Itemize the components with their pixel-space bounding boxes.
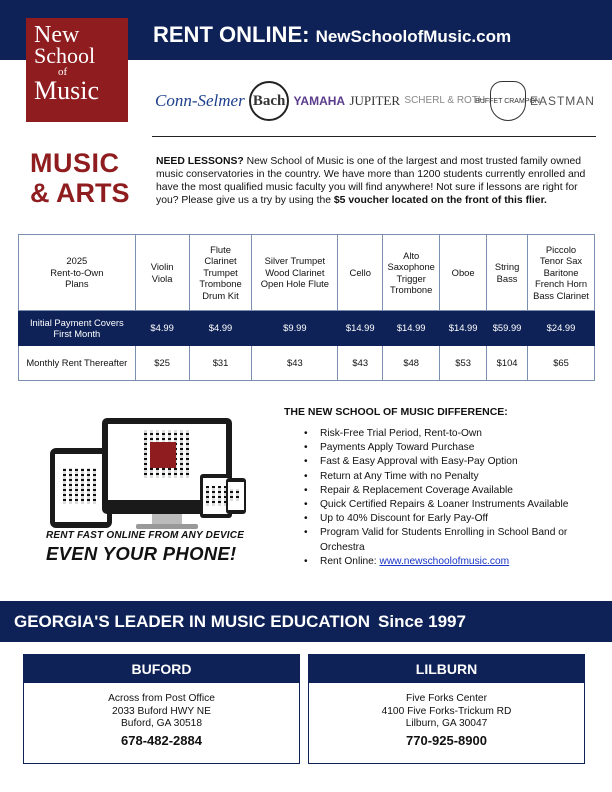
header-cell-alto-sax: Alto Saxophone Trigger Trombone	[383, 235, 440, 311]
table-cell: $25	[135, 346, 189, 381]
table-cell: $65	[528, 346, 595, 381]
logo-line-2: School	[34, 43, 96, 68]
location-line: Across from Post Office	[108, 693, 215, 704]
phone-icon	[226, 478, 246, 514]
music-arts-line-1: MUSIC	[30, 148, 120, 178]
header-cell-plans: 2025 Rent-to-Own Plans	[19, 235, 136, 311]
header-cell-string-bass: String Bass	[487, 235, 528, 311]
bach-logo: Bach	[249, 81, 289, 121]
location-city: Buford, GA 30518	[121, 718, 202, 730]
rent-fast-line: RENT FAST ONLINE FROM ANY DEVICE	[46, 530, 245, 541]
table-cell: $43	[252, 346, 338, 381]
divider-line	[152, 136, 596, 137]
music-and-arts-logo	[30, 148, 130, 208]
location-city: Lilburn, GA 30047	[405, 718, 488, 730]
georgia-leader-banner	[0, 601, 612, 642]
rent-to-own-table	[18, 234, 595, 381]
yamaha-logo: YAMAHA	[293, 94, 346, 108]
lessons-paragraph	[156, 156, 594, 208]
header-cell-violin: Violin Viola	[135, 235, 189, 311]
monitor-base	[136, 524, 198, 529]
table-cell: $9.99	[252, 311, 338, 346]
jupiter-logo: JUPITER	[349, 93, 401, 108]
list-item-rent-online: • Rent Online: www.newschoolofmusic.com	[284, 555, 604, 569]
rent-fast-promo	[46, 530, 246, 565]
header-cell-silver-trumpet: Silver Trumpet Wood Clarinet Open Hole Flute	[252, 235, 338, 311]
difference-section	[284, 406, 604, 569]
list-item: • Quick Certified Repairs & Loaner Instruments Available	[284, 498, 604, 512]
location-name: BUFORD	[24, 655, 299, 683]
banner-text: GEORGIA'S LEADER IN MUSIC EDUCATION	[14, 612, 371, 631]
header-cell-oboe: Oboe	[440, 235, 487, 311]
lessons-body: New School of Music is one of the largest and most trusted family owned music conservatories in the country. We have more than 1200 students currently enrolled and have the most qualified music faculty you will find anywhere! Not sure if lessons are right for you? Please give us a try by using the	[156, 156, 586, 206]
conn-selmer-logo: Conn-Selmer	[155, 91, 245, 110]
header-cell-piccolo: Piccolo Tenor Sax Baritone French Horn Bass Clarinet	[528, 235, 595, 311]
logo-line-3: of	[58, 66, 68, 78]
table-cell: $4.99	[189, 311, 252, 346]
buffet-crampon-logo: BUFFET CRAMPON	[490, 81, 526, 121]
eastman-logo: EASTMAN	[529, 94, 595, 108]
music-arts-line-2: & ARTS	[30, 178, 130, 208]
logo-line-4: Music	[34, 76, 99, 105]
table-cell: Monthly Rent Thereafter	[19, 346, 136, 381]
brand-logo-row	[155, 80, 595, 122]
table-header-row	[19, 235, 595, 311]
location-card-buford	[23, 654, 300, 764]
location-phone[interactable]: 770-925-8900	[406, 732, 487, 748]
rent-online-url[interactable]: NewSchoolofMusic.com	[315, 27, 512, 46]
table-cell: $4.99	[135, 311, 189, 346]
table-cell: $31	[189, 346, 252, 381]
table-cell: $24.99	[528, 311, 595, 346]
location-address: 4100 Five Forks-Trickum RD	[381, 705, 512, 717]
lessons-lead: NEED LESSONS?	[156, 156, 244, 167]
qr-badge-icon	[150, 442, 176, 468]
table-cell: $53	[440, 346, 487, 381]
table-cell: $14.99	[440, 311, 487, 346]
even-your-phone-line: EVEN YOUR PHONE!	[46, 543, 237, 564]
list-item: • Program Valid for Students Enrolling in School Band or Orchestra	[284, 526, 604, 554]
location-card-lilburn	[308, 654, 585, 764]
list-item: • Up to 40% Discount for Early Pay-Off	[284, 512, 604, 526]
table-cell: $48	[383, 346, 440, 381]
new-school-of-music-logo	[26, 18, 128, 122]
table-cell: $14.99	[383, 311, 440, 346]
logo-line-1: New	[34, 22, 80, 48]
location-name: LILBURN	[309, 655, 584, 683]
list-item: • Fast & Easy Approval with Easy-Pay Option	[284, 455, 604, 469]
table-cell: $14.99	[338, 311, 383, 346]
rent-online-heading	[153, 22, 511, 48]
header-cell-flute: Flute Clarinet Trumpet Trombone Drum Kit	[189, 235, 252, 311]
table-row-initial-payment	[19, 311, 595, 346]
lessons-voucher: $5 voucher located on the front of this flier.	[333, 194, 547, 206]
header-cell-cello: Cello	[338, 235, 383, 311]
table-cell: $59.99	[487, 311, 528, 346]
difference-title: THE NEW SCHOOL OF MUSIC DIFFERENCE:	[284, 406, 508, 418]
list-item: • Payments Apply Toward Purchase	[284, 441, 604, 455]
table-cell: $104	[487, 346, 528, 381]
location-line: Five Forks Center	[406, 693, 487, 704]
table-cell: $43	[338, 346, 383, 381]
rent-online-link[interactable]: www.newschoolofmusic.com	[379, 555, 510, 567]
devices-illustration	[40, 418, 270, 530]
rent-online-label: RENT ONLINE:	[153, 22, 310, 47]
list-item: • Return at Any Time with no Penalty	[284, 470, 604, 484]
table-row-monthly-rent	[19, 346, 595, 381]
list-item: • Repair & Replacement Coverage Available	[284, 484, 604, 498]
difference-list	[284, 427, 604, 569]
list-item: • Risk-Free Trial Period, Rent-to-Own	[284, 427, 604, 441]
location-phone[interactable]: 678-482-2884	[121, 732, 202, 748]
scherl-roth-logo: SCHERL & ROTH	[404, 95, 486, 106]
since-text: Since 1997	[378, 612, 466, 631]
location-address: 2033 Buford HWY NE	[112, 705, 211, 717]
table-cell: Initial Payment Covers First Month	[19, 311, 136, 346]
